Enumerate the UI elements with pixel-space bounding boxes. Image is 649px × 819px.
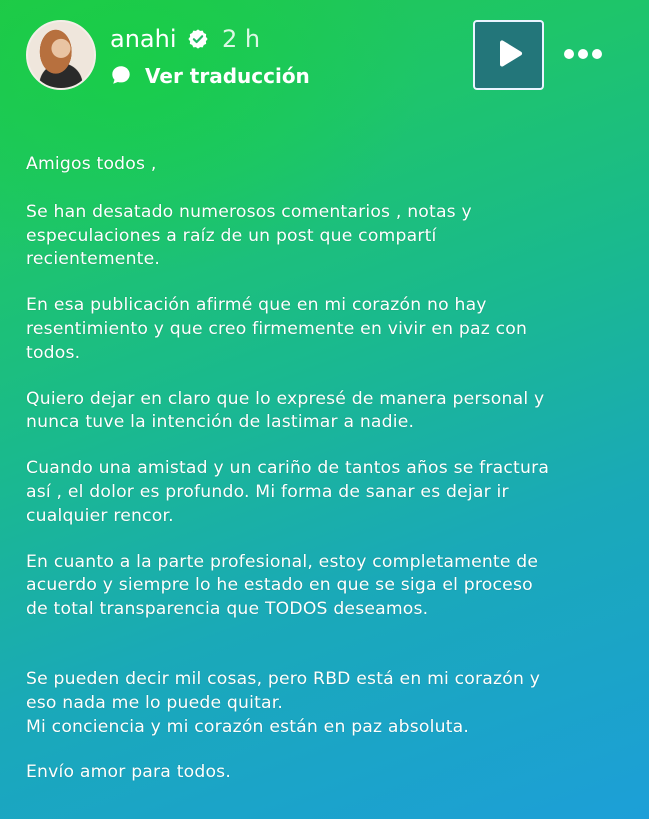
message-paragraph: Quiero dejar en claro que lo expresé de manera personal y nunca tuve la intención de lastimar a nadie. <box>26 388 545 433</box>
message-paragraph: En esa publicación afirmé que en mi corazón no hay resentimiento y que creo firmemente en vivir en paz con todos. <box>26 295 528 363</box>
message-paragraph: Se pueden decir mil cosas, pero RBD está en mi corazón y eso nada me lo puede quitar. Mi conciencia y mi corazón están en paz absoluta. <box>26 668 541 737</box>
profile-avatar[interactable] <box>26 20 96 90</box>
chat-bubble-icon <box>110 64 132 86</box>
play-button[interactable] <box>473 20 544 90</box>
see-translation-link[interactable]: Ver traducción <box>145 64 310 88</box>
username[interactable]: anahi <box>110 25 177 53</box>
more-options-button[interactable] <box>560 36 606 72</box>
more-options-icon <box>561 47 605 61</box>
message-paragraph: En cuanto a la parte profesional, estoy completamente de acuerdo y siempre lo he estado en que se siga el proceso de total transparencia que TODOS deseamos. <box>26 551 539 620</box>
message-paragraph: Se han desatado numerosos comentarios , notas y especulaciones a raíz de un post que compartí recientemente. <box>26 201 472 270</box>
verified-badge-icon <box>187 28 209 50</box>
play-icon <box>494 39 524 71</box>
post-timestamp: 2 h <box>222 25 261 53</box>
message-paragraph: Cuando una amistad y un cariño de tantos años se fractura así , el dolor es profundo. Mi forma de sanar es dejar ir cualquier rencor. <box>26 458 550 526</box>
message-closing: Envío amor para todos. <box>26 762 232 783</box>
story-header <box>0 0 649 100</box>
message-greeting: Amigos todos , <box>26 154 157 174</box>
story-message <box>26 153 638 785</box>
